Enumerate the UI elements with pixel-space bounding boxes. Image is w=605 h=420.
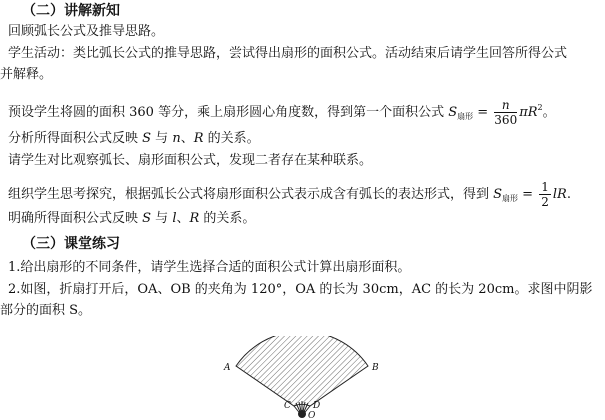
formula-equals: = [473, 105, 493, 120]
fraction-numerator-n: n [494, 98, 517, 113]
para-activity-2: 并解释。 [0, 67, 53, 82]
fraction-denominator-2: 2 [541, 195, 549, 209]
heading-class-practice: （三）课堂练习 [22, 236, 120, 252]
formula-piR: πR [519, 105, 538, 120]
formula2-lR: lR [552, 187, 567, 202]
para-analysis-2 [8, 211, 255, 227]
formula-square: 2 [537, 103, 543, 112]
fan-pivot [298, 410, 306, 418]
para-second-formula [8, 180, 571, 209]
analysis-2-text-b: 与 [151, 211, 173, 226]
exercise-1: 1.给出扇形的不同条件，请学生选择合适的面积公式计算出扇形面积。 [8, 260, 411, 275]
analysis-2-l: l [172, 211, 177, 226]
fraction-numerator-1: 1 [541, 180, 549, 194]
para-first-formula [8, 98, 556, 127]
label-D: D [313, 401, 321, 411]
formula-S: S [448, 105, 458, 120]
folding-fan-figure [222, 336, 382, 420]
formula2-dot: . [566, 187, 571, 202]
fraction-1-2 [539, 180, 551, 209]
label-C: C [284, 401, 291, 411]
analysis-1-text-c: 、 [180, 131, 194, 146]
formula-subscript-fan: 扇形 [457, 112, 474, 121]
para-first-formula-text: 预设学生将圆的面积 360 等分，乘上扇形圆心角度数，得到第一个面积公式 [8, 105, 449, 120]
exercise-2-line-2: 部分的面积 S。 [0, 303, 92, 318]
analysis-2-S: S [142, 211, 152, 226]
para-analysis-1 [8, 131, 260, 147]
heading-explain-new: （二）讲解新知 [22, 3, 120, 19]
formula2-equals: = [518, 187, 538, 202]
formula-period: 。 [542, 105, 556, 120]
formula2-S: S [493, 187, 503, 202]
analysis-1-R: R [193, 131, 204, 146]
analysis-1-n: n [172, 131, 181, 146]
formula2-subscript-fan: 扇形 [502, 194, 519, 203]
para-review: 回顾弧长公式及推导思路。 [8, 24, 165, 39]
analysis-1-text-d: 的关系。 [203, 131, 260, 146]
analysis-2-text-d: 的关系。 [199, 211, 256, 226]
label-B: B [372, 363, 379, 373]
fraction-denominator-360: 360 [494, 113, 518, 127]
analysis-2-text-a: 明确所得面积公式反映 [8, 211, 143, 226]
analysis-1-text-b: 与 [151, 131, 173, 146]
label-A: A [224, 363, 231, 373]
para-activity-1: 学生活动：类比弧长公式的推导思路，尝试得出扇形的面积公式。活动结束后请学生回答所得公式 [8, 46, 568, 61]
analysis-2-R: R [189, 211, 200, 226]
label-O: O [308, 411, 316, 420]
analysis-2-text-c: 、 [176, 211, 190, 226]
analysis-1-S: S [142, 131, 152, 146]
fraction-n-360 [494, 98, 517, 127]
exercise-2-line-1: 2.如图，折扇打开后，OA、OB 的夹角为 120°，OA 的长为 30cm，AC 的长为 20cm。求图中阴影 [8, 282, 593, 297]
analysis-1-text-a: 分析所得面积公式反映 [8, 131, 143, 146]
para-compare: 请学生对比观察弧长、扇形面积公式，发现二者存在某种联系。 [8, 153, 373, 168]
para-second-formula-text: 组织学生思考探究，根据弧长公式将扇形面积公式表示成含有弧长的表达形式，得到 [8, 187, 494, 202]
shaded-region [236, 336, 368, 406]
